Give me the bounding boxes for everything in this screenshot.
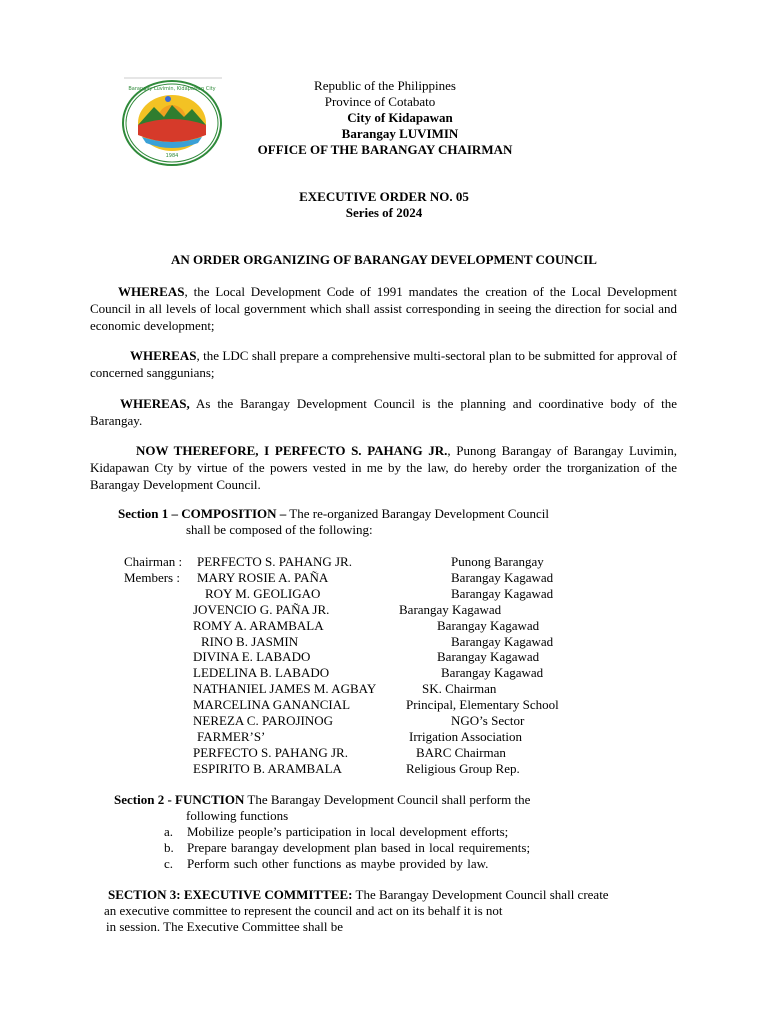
member-name: MARY ROSIE A. PAÑA — [197, 569, 329, 585]
function-marker: a. — [164, 824, 174, 839]
member-position: BARC Chairman — [416, 744, 506, 760]
whereas-lead: WHEREAS — [130, 348, 197, 363]
member-name: RINO B. JASMIN — [201, 633, 299, 649]
section-2-heading: Section 2 - FUNCTION — [114, 792, 245, 807]
section-1-line-2: shall be composed of the following: — [186, 522, 373, 537]
order-number: EXECUTIVE ORDER NO. 05 — [299, 189, 469, 204]
whereas-lead: WHEREAS — [118, 284, 185, 299]
section-3-line-2: an executive committee to represent the council and act on its behalf it is not — [104, 903, 503, 918]
member-role-label: Chairman : — [124, 554, 183, 569]
member-name: NEREZA C. PAROJINOG — [193, 713, 334, 728]
section-2-line-2: following functions — [186, 808, 289, 823]
section-2-text: The Barangay Development Council shall perform the — [244, 792, 531, 807]
member-position: Religious Group Rep. — [406, 760, 520, 776]
member-name: MARCELINA GANANCIAL — [193, 697, 351, 713]
whereas-text: , the LDC shall prepare a comprehensive multi-sectoral plan to be submitted for approval of concerned sanggunians; — [90, 348, 677, 380]
member-name: NATHANIEL JAMES M. AGBAY — [193, 681, 377, 697]
member-position: SK. Chairman — [422, 681, 497, 697]
whereas-paragraph-1 — [90, 283, 677, 334]
member-name: FARMER’S’ — [197, 728, 266, 744]
member-position: Irrigation Association — [409, 728, 523, 744]
member-name: JOVENCIO G. PAÑA JR. — [193, 601, 330, 617]
barangay-seal — [120, 77, 224, 167]
function-item: Prepare barangay development plan based in local requirements; — [187, 840, 531, 855]
section-3-line-3: in session. The Executive Committee shall be — [106, 919, 343, 934]
member-name: PERFECTO S. PAHANG JR. — [197, 554, 352, 569]
section-1-text: The re-organized Barangay Development Council — [286, 506, 549, 521]
member-role-label: Members : — [124, 569, 180, 585]
member-position: Punong Barangay — [451, 554, 544, 569]
now-therefore-text: , Punong Barangay of Barangay Luvimin, Kidapawan Cty by virtue of the powers vested in me by the law, do hereby order the trorganization of the Barangay Development Council. — [90, 443, 677, 492]
member-name: ROY M. GEOLIGAO — [205, 585, 321, 601]
now-therefore-lead: NOW THEREFORE, I PERFECTO S. PAHANG JR. — [136, 443, 448, 458]
header-office: OFFICE OF THE BARANGAY CHAIRMAN — [257, 142, 513, 157]
function-item: Perform such other functions as maybe provided by law. — [187, 856, 489, 871]
section-1-heading: Section 1 – COMPOSITION – — [118, 506, 287, 521]
header-city: City of Kidapawan — [347, 110, 453, 125]
whereas-text: As the Barangay Development Council is the planning and coordinative body of the Barangay. — [90, 396, 677, 428]
function-item: Mobilize people’s participation in local development efforts; — [187, 824, 509, 839]
function-marker: c. — [164, 856, 174, 871]
member-position: NGO’s Sector — [451, 713, 525, 728]
header-province: Province of Cotabato — [324, 94, 436, 109]
header-republic: Republic of the Philippines — [314, 78, 456, 93]
member-position: Barangay Kagawad — [437, 617, 540, 633]
section-3-heading: SECTION 3: EXECUTIVE COMMITTEE: — [108, 887, 353, 902]
whereas-lead: WHEREAS, — [120, 396, 190, 411]
header-barangay: Barangay LUVIMIN — [341, 126, 459, 141]
order-series: Series of 2024 — [345, 205, 423, 220]
seal-year: 1984 — [165, 153, 179, 159]
member-name: ESPIRITO B. ARAMBALA — [193, 760, 342, 776]
member-name: DIVINA E. LABADO — [193, 649, 311, 665]
member-position: Principal, Elementary School — [406, 697, 559, 713]
function-marker: b. — [164, 840, 174, 855]
whereas-text: , the Local Development Code of 1991 mandates the creation of the Local Development Council in all levels of local government which shall assist corresponding in seeing the direction for social and economic development; — [90, 284, 677, 333]
member-name: ROMY A. ARAMBALA — [193, 617, 324, 633]
now-therefore-paragraph — [90, 442, 677, 493]
member-position: Barangay Kagawad — [437, 649, 540, 665]
member-position: Barangay Kagawad — [451, 633, 554, 649]
seal-ring-text: Barangay Luvimin, Kidapawan City — [128, 86, 216, 92]
member-position: Barangay Kagawad — [451, 569, 554, 585]
member-position: Barangay Kagawad — [441, 665, 544, 681]
member-name: LEDELINA B. LABADO — [193, 665, 330, 681]
member-position: Barangay Kagawad — [399, 601, 502, 617]
whereas-paragraph-2 — [90, 347, 677, 381]
section-3-line-1 — [108, 887, 609, 903]
section-3-text: The Barangay Development Council shall create — [352, 887, 609, 902]
section-2-line-1 — [114, 792, 530, 808]
section-1-line-1 — [118, 506, 549, 522]
member-name: PERFECTO S. PAHANG JR. — [193, 744, 348, 760]
order-title: AN ORDER ORGANIZING OF BARANGAY DEVELOPMENT COUNCIL — [171, 252, 597, 267]
member-position: Barangay Kagawad — [451, 585, 554, 601]
whereas-paragraph-3 — [90, 395, 677, 429]
